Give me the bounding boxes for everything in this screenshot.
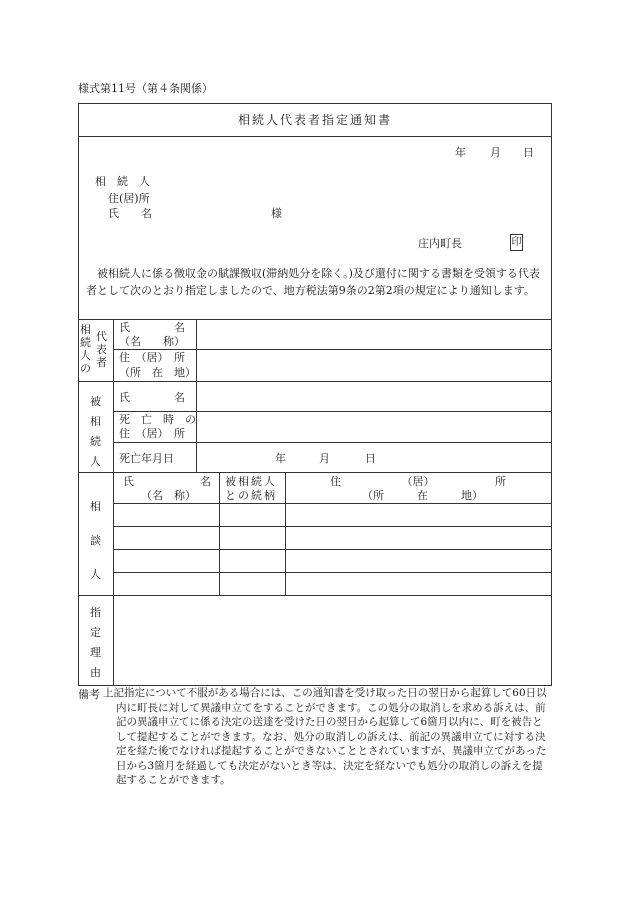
rep-name-label-2: （名 称） bbox=[119, 335, 185, 348]
divider-deceased-2 bbox=[113, 442, 552, 443]
document-title: 相続人代表者指定通知書 bbox=[237, 113, 392, 127]
divider-rep-inner bbox=[113, 349, 552, 350]
deceased-heading: 被 相 続 人 bbox=[90, 395, 101, 468]
note-text: 上記指定について不服がある場合には、この通知書を受け取った日の翌日から起算して60日以内に町長に対して異議申立てをすることができます。この処分の取消しを求める訴えは、前記の異議申立てに係る決定の送達を受けた日の翌日から起算して6箇月以内に、町を被告として提起することができます。なお、処分の取消しの訴えは、前記の異議申立てに対する決定を経た後でなければ提起することができないこととされていますが、異議申立てがあった日から3箇月を経過しても決定がないとき等は、決定を経ないでも処分の取消しの訴えを提起することができます。 bbox=[103, 687, 547, 786]
heir-col-relation-1: 被相続人 bbox=[225, 475, 277, 488]
divider-heir-header bbox=[113, 503, 552, 504]
deceased-last-address-label-1: 死 亡 時 の bbox=[119, 413, 196, 426]
heir-col-address-2: （所 在 地） bbox=[362, 489, 483, 502]
rep-name-label-1: 氏 名 bbox=[119, 321, 185, 334]
rep-heading-col1: 相 続 人 の bbox=[80, 323, 91, 375]
note-label: 備考 bbox=[78, 688, 100, 701]
issuer-name: 庄内町長 bbox=[418, 237, 462, 250]
addressee-name-label: 氏 名 bbox=[108, 207, 152, 220]
deceased-name-label: 氏 名 bbox=[119, 391, 185, 404]
form-number: 様式第11号（第４条関係） bbox=[78, 82, 213, 95]
reason-heading: 指 定 理 由 bbox=[90, 606, 101, 679]
rep-address-label-1: 住 （居） 所 bbox=[119, 351, 185, 364]
heirs-heading: 相 談 人 bbox=[90, 500, 101, 581]
divider-heir-row3 bbox=[113, 572, 552, 573]
addressee-address-label: 住(居)所 bbox=[108, 192, 150, 205]
deceased-death-date-label: 死亡年月日 bbox=[119, 452, 174, 465]
divider-vertical-label bbox=[196, 319, 197, 473]
divider-header-section bbox=[78, 319, 552, 320]
divider-title bbox=[78, 136, 552, 137]
deceased-last-address-label-2: 住 （居） 所 bbox=[119, 427, 185, 440]
death-date-month: 月 bbox=[319, 452, 330, 465]
rep-heading-col2: 代 表 者 bbox=[96, 330, 107, 369]
divider-vertical-name bbox=[219, 473, 220, 595]
divider-heir-section bbox=[78, 595, 552, 596]
seal-mark: 印 bbox=[510, 234, 523, 251]
death-date-year: 年 bbox=[275, 452, 286, 465]
divider-heir-row2 bbox=[113, 549, 552, 550]
heir-col-name-1: 氏 名 bbox=[123, 475, 211, 488]
addressee-label: 相 続 人 bbox=[95, 175, 150, 188]
divider-vertical-relation bbox=[285, 473, 286, 595]
divider-deceased-section bbox=[78, 472, 552, 473]
date-day: 日 bbox=[523, 146, 534, 159]
date-year: 年 bbox=[455, 146, 466, 159]
death-date-day: 日 bbox=[365, 452, 376, 465]
heir-col-relation-2: との続柄 bbox=[225, 489, 277, 502]
date-month: 月 bbox=[490, 146, 501, 159]
divider-vertical-heading bbox=[113, 319, 114, 686]
divider-rep-section bbox=[78, 381, 552, 382]
divider-deceased-1 bbox=[113, 411, 552, 412]
heir-col-address-1: 住 （居） 所 bbox=[330, 475, 506, 488]
addressee-honorific: 様 bbox=[271, 207, 282, 220]
heir-col-name-2: （名 称） bbox=[141, 489, 196, 502]
body-text: 被相続人に係る徴収金の賦課徴収(滞納処分を除く。)及び還付に関する書類を受領する代表者として次のとおり指定しましたので、地方税法第9条の2第2項の規定により通知します。 bbox=[86, 267, 540, 297]
rep-address-label-2: （所 在 地） bbox=[119, 366, 196, 379]
divider-heir-row1 bbox=[113, 526, 552, 527]
